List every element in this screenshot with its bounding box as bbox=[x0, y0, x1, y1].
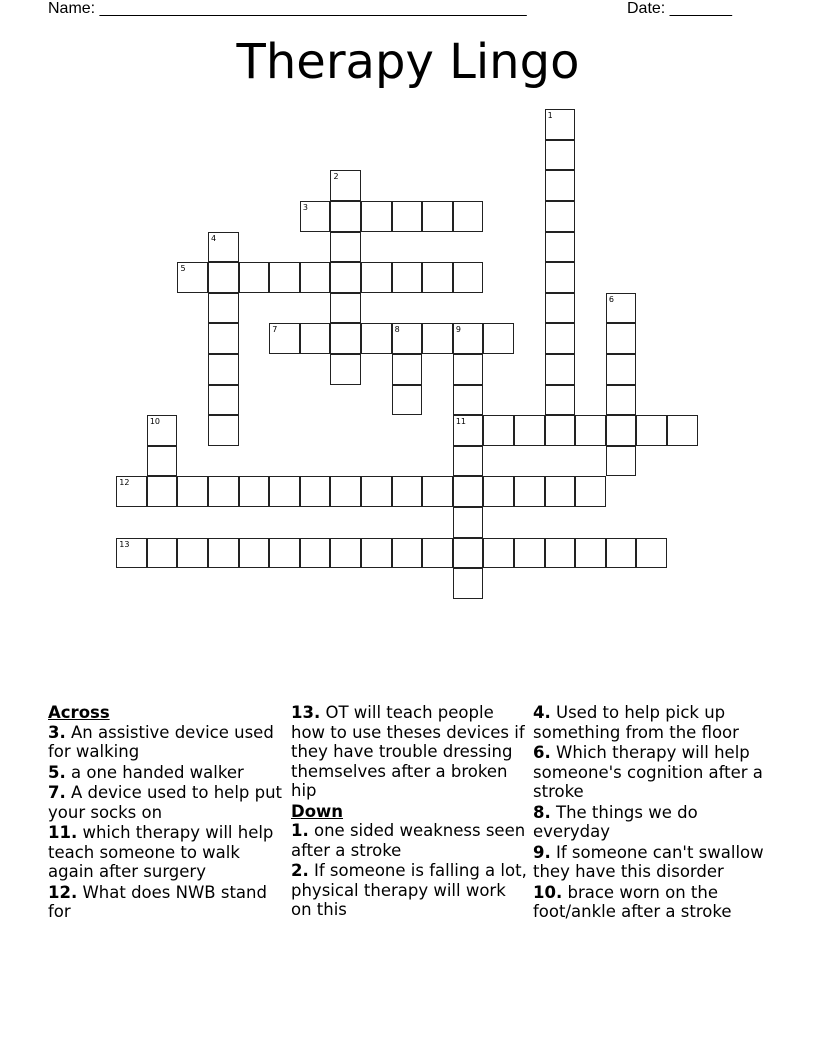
page-title: Therapy Lingo bbox=[236, 34, 580, 90]
grid-cell[interactable] bbox=[239, 476, 270, 507]
across-heading: Across bbox=[48, 703, 110, 722]
grid-cell[interactable] bbox=[208, 538, 239, 569]
clue-num: 13. bbox=[291, 703, 321, 722]
grid-cell[interactable] bbox=[208, 262, 239, 293]
grid-cell[interactable] bbox=[361, 262, 392, 293]
grid-cell[interactable] bbox=[208, 476, 239, 507]
grid-cell[interactable] bbox=[606, 385, 637, 416]
clue-down bbox=[533, 883, 773, 922]
grid-cell[interactable] bbox=[545, 415, 576, 446]
grid-cell[interactable] bbox=[667, 415, 698, 446]
grid-cell[interactable] bbox=[514, 476, 545, 507]
grid-cell[interactable] bbox=[422, 538, 453, 569]
grid-cell[interactable] bbox=[361, 538, 392, 569]
clue-num: 2. bbox=[291, 861, 309, 880]
clue-across bbox=[48, 823, 288, 882]
clue-text: a one handed walker bbox=[71, 762, 244, 782]
grid-cell[interactable] bbox=[361, 476, 392, 507]
clue-num: 7. bbox=[48, 783, 66, 802]
clues-column-2 bbox=[291, 703, 531, 921]
clue-down bbox=[533, 703, 773, 742]
clue-num: 4. bbox=[533, 703, 551, 722]
clue-text: An assistive device used for walking bbox=[48, 722, 274, 761]
grid-cell[interactable] bbox=[545, 140, 576, 171]
clue-text: If someone is falling a lot, physical therapy will work on this bbox=[291, 861, 527, 919]
grid-cell[interactable] bbox=[208, 354, 239, 385]
clue-number: 3 bbox=[302, 203, 308, 213]
grid-cell[interactable] bbox=[545, 201, 576, 232]
grid-cell[interactable] bbox=[330, 538, 361, 569]
grid-cell[interactable] bbox=[606, 538, 637, 569]
clue-num: 8. bbox=[533, 802, 551, 822]
grid-cell[interactable] bbox=[208, 323, 239, 354]
grid-cell[interactable] bbox=[575, 538, 606, 569]
grid-cell[interactable] bbox=[392, 262, 423, 293]
grid-cell[interactable] bbox=[483, 538, 514, 569]
grid-cell[interactable] bbox=[545, 232, 576, 263]
grid-cell[interactable] bbox=[300, 538, 331, 569]
grid-cell[interactable] bbox=[147, 476, 178, 507]
clue-number: 1 bbox=[547, 111, 553, 121]
clue-text: The things we do everyday bbox=[533, 802, 698, 841]
grid-cell[interactable] bbox=[361, 323, 392, 354]
grid-cell[interactable] bbox=[330, 232, 361, 263]
clues-column-3 bbox=[533, 703, 773, 923]
clue-down bbox=[533, 803, 773, 842]
grid-cell[interactable] bbox=[269, 262, 300, 293]
grid-cell[interactable] bbox=[300, 476, 331, 507]
clue-number: 11 bbox=[455, 417, 467, 427]
clue-text: If someone can't swallow they have this disorder bbox=[533, 842, 764, 881]
clue-text: OT will teach people how to use theses devices if they have trouble dressing themselves after a broken hip bbox=[291, 703, 525, 800]
grid-cell[interactable] bbox=[330, 262, 361, 293]
clue-down bbox=[533, 843, 773, 882]
name-field[interactable]: Name: ________________________________________________ bbox=[48, 0, 527, 17]
grid-cell[interactable] bbox=[606, 323, 637, 354]
grid-cell[interactable] bbox=[575, 476, 606, 507]
clue-across bbox=[48, 763, 288, 783]
clue-number: 12 bbox=[119, 478, 130, 488]
clue-number: 6 bbox=[608, 294, 614, 304]
grid-cell[interactable] bbox=[453, 507, 484, 538]
clue-text: Which therapy will help someone's cognition after a stroke bbox=[533, 743, 763, 801]
grid-cell[interactable] bbox=[545, 109, 576, 140]
grid-cell[interactable] bbox=[545, 538, 576, 569]
grid-cell[interactable] bbox=[392, 385, 423, 416]
grid-cell[interactable] bbox=[545, 354, 576, 385]
grid-cell[interactable] bbox=[300, 323, 331, 354]
grid-cell[interactable] bbox=[300, 201, 331, 232]
grid-cell[interactable] bbox=[606, 354, 637, 385]
grid-cell[interactable] bbox=[606, 415, 637, 446]
clue-num: 3. bbox=[48, 722, 66, 742]
grid-cell[interactable] bbox=[392, 201, 423, 232]
clue-num: 5. bbox=[48, 762, 66, 782]
clue-text: Used to help pick up something from the floor bbox=[533, 703, 739, 742]
clue-text: brace worn on the foot/ankle after a stroke bbox=[533, 882, 732, 921]
grid-cell[interactable] bbox=[453, 538, 484, 569]
grid-cell[interactable] bbox=[147, 415, 178, 446]
grid-cell[interactable] bbox=[453, 446, 484, 477]
clue-num: 12. bbox=[48, 882, 78, 902]
grid-cell[interactable] bbox=[208, 232, 239, 263]
clue-across bbox=[48, 723, 288, 762]
grid-cell[interactable] bbox=[545, 476, 576, 507]
grid-cell[interactable] bbox=[453, 568, 484, 599]
clue-num: 9. bbox=[533, 842, 551, 862]
grid-cell[interactable] bbox=[453, 323, 484, 354]
grid-cell[interactable] bbox=[177, 538, 208, 569]
grid-cell[interactable] bbox=[330, 293, 361, 324]
grid-cell[interactable] bbox=[239, 262, 270, 293]
grid-cell[interactable] bbox=[422, 476, 453, 507]
grid-cell[interactable] bbox=[545, 293, 576, 324]
grid-cell[interactable] bbox=[422, 323, 453, 354]
grid-cell[interactable] bbox=[575, 415, 606, 446]
grid-cell[interactable] bbox=[636, 538, 667, 569]
clue-number: 2 bbox=[333, 172, 339, 182]
clue-down bbox=[291, 861, 531, 920]
clue-number: 9 bbox=[455, 325, 461, 335]
grid-cell[interactable] bbox=[422, 201, 453, 232]
clue-across bbox=[48, 883, 288, 922]
clue-text: one sided weakness seen after a stroke bbox=[291, 821, 526, 860]
grid-cell[interactable] bbox=[177, 476, 208, 507]
clue-number: 5 bbox=[180, 264, 186, 274]
grid-cell[interactable] bbox=[514, 415, 545, 446]
grid-cell[interactable] bbox=[269, 476, 300, 507]
grid-cell[interactable] bbox=[392, 354, 423, 385]
clue-across bbox=[291, 703, 531, 801]
grid-cell[interactable] bbox=[483, 323, 514, 354]
grid-cell[interactable] bbox=[545, 323, 576, 354]
clue-number: 10 bbox=[149, 417, 161, 427]
grid-cell[interactable] bbox=[208, 415, 239, 446]
grid-cell[interactable] bbox=[208, 293, 239, 324]
grid-cell[interactable] bbox=[330, 323, 361, 354]
grid-cell[interactable] bbox=[545, 170, 576, 201]
grid-cell[interactable] bbox=[483, 476, 514, 507]
down-heading: Down bbox=[291, 801, 344, 821]
grid-cell[interactable] bbox=[392, 538, 423, 569]
grid-cell[interactable] bbox=[514, 538, 545, 569]
grid-cell[interactable] bbox=[330, 201, 361, 232]
grid-cell[interactable] bbox=[239, 538, 270, 569]
grid-cell[interactable] bbox=[269, 323, 300, 354]
clue-number: 7 bbox=[272, 325, 278, 335]
clue-number: 8 bbox=[394, 325, 400, 335]
grid-cell[interactable] bbox=[116, 538, 147, 569]
clue-num: 10. bbox=[533, 882, 563, 902]
grid-cell[interactable] bbox=[453, 385, 484, 416]
clue-down bbox=[533, 743, 773, 802]
date-field[interactable]: Date: _______ bbox=[627, 0, 732, 17]
grid-cell[interactable] bbox=[453, 476, 484, 507]
grid-cell[interactable] bbox=[116, 476, 147, 507]
grid-cell[interactable] bbox=[392, 323, 423, 354]
grid-cell[interactable] bbox=[453, 354, 484, 385]
clue-text: A device used to help put your socks on bbox=[48, 783, 283, 822]
grid-cell[interactable] bbox=[545, 262, 576, 293]
clue-num: 6. bbox=[533, 743, 551, 762]
grid-cell[interactable] bbox=[453, 262, 484, 293]
clue-number: 13 bbox=[119, 539, 130, 549]
clue-down bbox=[291, 821, 531, 860]
grid-cell[interactable] bbox=[269, 538, 300, 569]
grid-cell[interactable] bbox=[636, 415, 667, 446]
grid-cell[interactable] bbox=[147, 538, 178, 569]
grid-cell[interactable] bbox=[208, 385, 239, 416]
grid-cell[interactable] bbox=[300, 262, 331, 293]
grid-cell[interactable] bbox=[361, 201, 392, 232]
grid-cell[interactable] bbox=[147, 446, 178, 477]
grid-cell[interactable] bbox=[545, 385, 576, 416]
grid-cell[interactable] bbox=[453, 415, 484, 446]
clue-num: 1. bbox=[291, 821, 309, 840]
grid-cell[interactable] bbox=[392, 476, 423, 507]
clue-text: What does NWB stand for bbox=[48, 882, 267, 921]
clues-column-1 bbox=[48, 703, 288, 923]
grid-cell[interactable] bbox=[330, 354, 361, 385]
clue-number: 4 bbox=[211, 233, 217, 243]
clue-num: 11. bbox=[48, 823, 78, 842]
grid-cell[interactable] bbox=[422, 262, 453, 293]
grid-cell[interactable] bbox=[483, 415, 514, 446]
grid-cell[interactable] bbox=[606, 293, 637, 324]
clue-text: which therapy will help teach someone to walk again after surgery bbox=[48, 823, 274, 881]
grid-cell[interactable] bbox=[177, 262, 208, 293]
grid-cell[interactable] bbox=[330, 170, 361, 201]
grid-cell[interactable] bbox=[330, 476, 361, 507]
clue-across bbox=[48, 783, 288, 822]
grid-cell[interactable] bbox=[453, 201, 484, 232]
grid-cell[interactable] bbox=[606, 446, 637, 477]
